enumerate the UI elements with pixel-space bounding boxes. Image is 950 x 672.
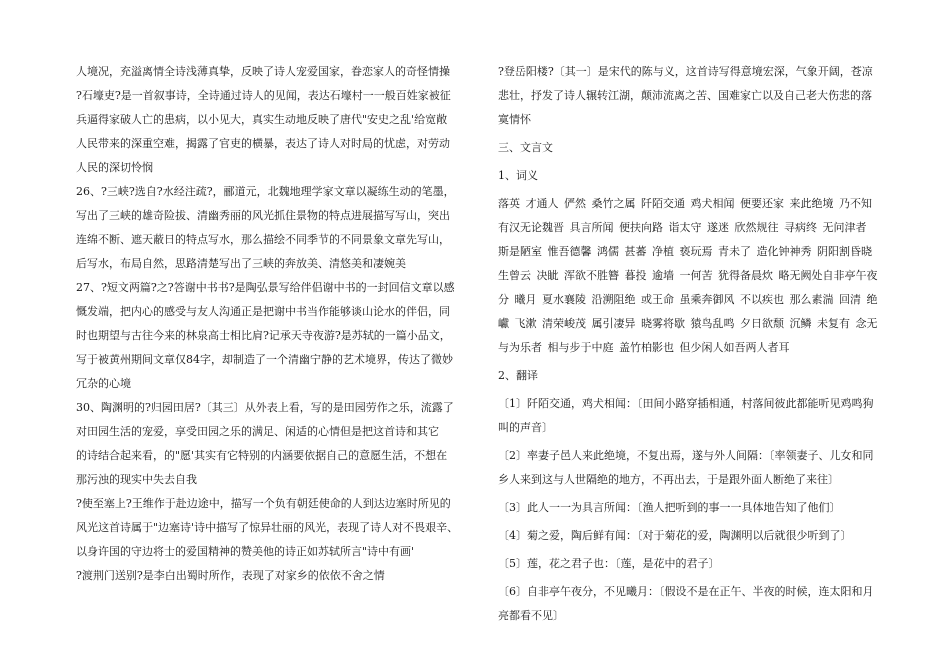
text-line: 时也期望与古往今来的林泉高士相比肩?记承天寺夜游?是苏轼的一篇小品文， xyxy=(76,329,451,342)
text-line: 的诗结合起来看，的"愿'其实有它特别的内涵要依据自己的意愿生活，不想在 xyxy=(76,449,448,462)
paragraph-26-sanxia xyxy=(76,180,468,276)
vocab-list xyxy=(498,192,882,360)
text-line: 〔2〕率妻子邑人来此绝境，不复出焉，遂与外人间隔：〔率领妻子、儿女和同 xyxy=(498,449,874,462)
text-line: 人境况，充溢离情全诗浅薄真挚，反映了诗人宠爱国家，眷恋家人的奇怪情操 xyxy=(76,65,450,78)
translation-item xyxy=(498,524,882,548)
text-line: 〔4〕菊之爱，陶后鲜有闻：〔对于菊花的爱，陶渊明以后就很少听到了〕 xyxy=(498,529,852,542)
paragraph-27-duanwen xyxy=(76,276,468,396)
vocab-line: 与为乐者 相与步于中庭 盖竹柏影也 但少闲人如吾两人者耳 xyxy=(498,341,790,354)
vocab-line: 分 曦月 夏水襄陵 沿溯阻绝 或王命 虽乘奔御风 不以疾也 那么素湍 回清 绝 xyxy=(498,293,878,306)
text-line: 后写水，布局自然，思路清楚写出了三峡的奔放美、清悠美和凄婉美 xyxy=(76,257,406,270)
text-line: ?登岳阳楼?〔其一〕是宋代的陈与义，这首诗写得意境宏深，气象开阔，苍凉 xyxy=(498,65,873,78)
text-line: 〔1〕阡陌交通，鸡犬相闻：〔田间小路穿插相通，村落间彼此都能听见鸡鸣狗 xyxy=(498,397,874,410)
translation-item xyxy=(498,496,882,520)
text-line: 〔5〕莲，花之君子也：〔莲，是花中的君子〕 xyxy=(498,557,720,570)
text-line: 兵逼得家破人亡的患病，以小见大，真实生动地反映了唐代"安史之乱'给宽敞 xyxy=(76,113,448,126)
text-line: 寞情怀 xyxy=(498,113,531,126)
text-line: 风光这首诗属于"边塞诗'诗中描写了惊异壮丽的风光，表现了诗人对不畏艰辛、 xyxy=(76,521,459,534)
text-line: 乡人来到这与人世隔绝的地方，不再出去，于是跟外面人断绝了来往〕 xyxy=(498,473,839,486)
text-line: 写于被黄州期间文章仅84字，却制造了一个清幽宁静的艺术境界，传达了微妙 xyxy=(76,353,453,366)
text-line: 30、陶渊明的?归园田居?〔其三〕从外表上看，写的是田园劳作之乐，流露了 xyxy=(76,401,454,414)
paragraph-shizhisaishang xyxy=(76,492,468,588)
left-column xyxy=(76,60,468,588)
text-line: 写出了三峡的雄奇险拔、清幽秀丽的风光抓住景物的特点进展描写写山，突出 xyxy=(76,209,450,222)
translation-item xyxy=(498,444,882,492)
text-line: 悲壮，抒发了诗人辗转江湖，颠沛流离之苦、国难家亡以及自己老大伤悲的落 xyxy=(498,89,872,102)
text-line: 叫的声音〕 xyxy=(498,421,553,434)
translation-item xyxy=(498,392,882,440)
text-line: 人民的深切怜悯 xyxy=(76,161,153,174)
translation-item xyxy=(498,552,882,576)
right-column xyxy=(498,60,882,632)
subheading-fanyi: 2、翻译 xyxy=(498,369,538,382)
text-line: 亮都看不见〕 xyxy=(498,609,564,622)
text-line: 〔3〕此人一一为具言所闻：〔渔人把听到的事一一具体地告知了他们〕 xyxy=(498,501,841,514)
vocab-line: 斯是陋室 惟吾德馨 鸿儒 甚蕃 净植 亵玩焉 青未了 造化钟神秀 阴阳割昏晓 xyxy=(498,245,872,258)
text-line: 连绵不断、遮天蔽日的特点写水，那么描绘不同季节的不同景象文章先写山， xyxy=(76,233,450,246)
text-line: 27、?短文两篇?之?答谢中书书?是陶弘景写给伴侣谢中书的一封回信文章以感 xyxy=(76,281,455,294)
text-line: 慨发端，把内心的感受与友人沟通正是把谢中书当作能够谈山论水的伴侣，同 xyxy=(76,305,450,318)
paragraph-dengyueyanglou xyxy=(498,60,882,132)
subheading-ciyi: 1、词义 xyxy=(498,169,538,182)
vocab-line: 落英 才通人 俨然 桑竹之属 阡陌交通 鸡犬相闻 便要还家 来此绝境 乃不知 xyxy=(498,197,872,210)
vocab-line: 有汉无论魏晋 具言所闻 便扶向路 诣太守 遂迷 欣然规往 寻病终 无问津者 xyxy=(498,221,867,234)
translation-list xyxy=(498,392,882,628)
text-line: ?渡荆门送别?是李白出蜀时所作，表现了对家乡的依依不舍之情 xyxy=(76,569,385,582)
text-line: 26、?三峡?选自?水经注疏?，郦道元，北魏地理学家文章以凝练生动的笔墨， xyxy=(76,185,455,198)
translation-item xyxy=(498,580,882,628)
text-line: 对田园生活的宠爱，享受田园之乐的满足、闲适的心情但是把这首诗和其它 xyxy=(76,425,439,438)
text-line: 人民带来的深重空难，揭露了官吏的横暴，表达了诗人对时局的忧虑，对劳动 xyxy=(76,137,450,150)
vocab-line: 巘 飞漱 清荣峻茂 属引凄异 晓雾将歇 猿鸟乱鸣 夕日欲颓 沉鳞 未复有 念无 xyxy=(498,317,878,330)
text-line: ?石壕吏?是一首叙事诗，全诗通过诗人的见闻，表达石壕村一一般百姓家被征 xyxy=(76,89,451,102)
section-heading-wenyanwen: 三、文言文 xyxy=(498,141,553,154)
text-line: 〔6〕自非亭午夜分，不见曦月：〔假设不是在正午、半夜的时候，连太阳和月 xyxy=(498,585,874,598)
text-line: 以身许国的守边将士的爱国精神的赞美他的诗正如苏轼所言"诗中有画' xyxy=(76,545,415,558)
vocab-line: 生曾云 决眦 浑欲不胜簪 暮投 逾墙 一何苦 犹得备晨炊 略无阙处自非亭午夜 xyxy=(498,269,878,282)
text-line: 冗杂的心境 xyxy=(76,377,131,390)
paragraph-30-guiyuantianju xyxy=(76,396,468,492)
text-line: 那污浊的现实中失去自我 xyxy=(76,473,197,486)
text-line: ?使至塞上?王维作于赴边途中，描写一个负有朝廷使命的人到达边塞时所见的 xyxy=(76,497,451,510)
paragraph-shihaoli xyxy=(76,60,468,180)
